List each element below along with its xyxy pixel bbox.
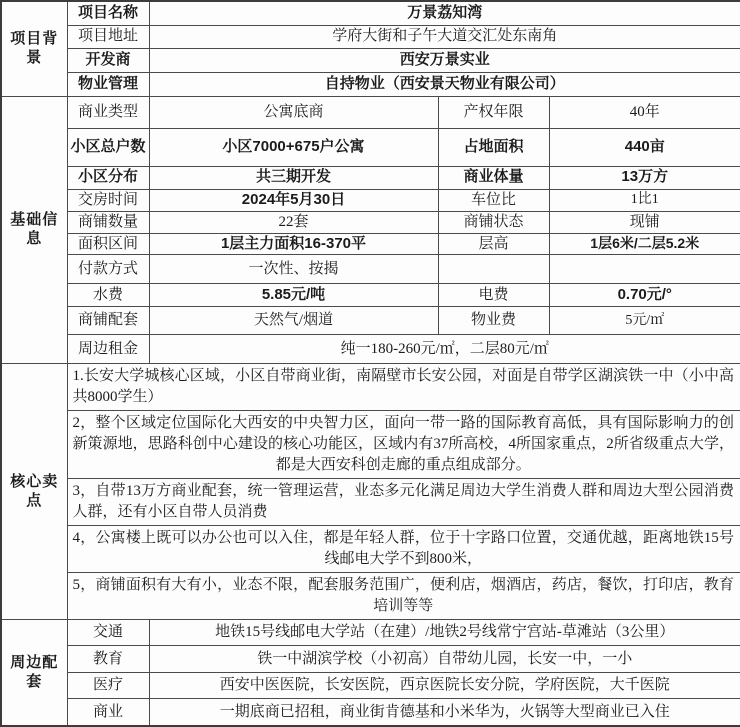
field-value: 小区7000+675户公寓 <box>149 128 438 166</box>
field-label: 产权年限 <box>438 96 549 128</box>
field-label: 项目地址 <box>67 25 149 48</box>
field-value: 0.70元/° <box>549 284 740 307</box>
field-value: 13万方 <box>549 166 740 189</box>
table-row <box>1 307 740 335</box>
field-value: 5.85元/吨 <box>149 284 438 307</box>
selling-point-3: 3，自带13万方商业配套，统一管理运营，业态多元化满足周边大学生消费人群和周边大型公园消费人群，还有小区自带人员消费 <box>67 479 740 526</box>
table-row <box>1 211 740 233</box>
field-label: 占地面积 <box>438 128 549 166</box>
field-label: 物业管理 <box>67 72 149 96</box>
field-value: 铁一中湖滨学校（小初高）自带幼儿园，长安一中，一小 <box>149 646 740 673</box>
section-label-background: 项目背景 <box>1 1 67 96</box>
field-label: 教育 <box>67 646 149 673</box>
field-value: 2024年5月30日 <box>149 189 438 211</box>
field-label: 层高 <box>438 233 549 255</box>
field-label: 物业费 <box>438 307 549 335</box>
table-row <box>1 284 740 307</box>
section-label-selling-points: 核心卖点 <box>1 364 67 620</box>
table-row <box>1 699 740 726</box>
field-value: 学府大街和子午大道交汇处东南角 <box>149 25 740 48</box>
table-row <box>1 166 740 189</box>
field-value: 天然气/烟道 <box>149 307 438 335</box>
field-value: 现铺 <box>549 211 740 233</box>
field-label: 项目名称 <box>67 1 149 25</box>
field-value: 万景荔知湾 <box>149 1 740 25</box>
table-row <box>1 189 740 211</box>
table-row <box>1 573 740 620</box>
field-label: 商铺数量 <box>67 211 149 233</box>
selling-point-2: 2，整个区域定位国际化大西安的中央智力区，面向一带一路的国际教育高低，具有国际影响力的创新策源地，思路科创中心建设的核心功能区，区域内有37所高校，4所国家重点，2所省级重点大学，都是大西安科创走廊的重点组成部分。 <box>67 411 740 479</box>
field-value <box>549 255 740 284</box>
field-label: 医疗 <box>67 673 149 699</box>
selling-point-5: 5，商铺面积有大有小，业态不限，配套服务范围广，便利店，烟酒店，药店，餐饮，打印店，教育培训等等 <box>67 573 740 620</box>
field-value: 一次性、按揭 <box>149 255 438 284</box>
field-label: 商业类型 <box>67 96 149 128</box>
field-value: 22套 <box>149 211 438 233</box>
field-label: 小区总户数 <box>67 128 149 166</box>
table-row <box>1 646 740 673</box>
field-label: 交房时间 <box>67 189 149 211</box>
field-value: 440亩 <box>549 128 740 166</box>
field-value: 自持物业（西安景天物业有限公司） <box>149 72 740 96</box>
selling-point-4: 4，公寓楼上既可以办公也可以入住，都是年轻人群，位于十字路口位置，交通优越，距离地铁15号线邮电大学不到800米， <box>67 526 740 573</box>
field-label: 付款方式 <box>67 255 149 284</box>
table-row <box>1 1 740 25</box>
field-label: 商铺配套 <box>67 307 149 335</box>
field-value: 公寓底商 <box>149 96 438 128</box>
table-row <box>1 96 740 128</box>
table-row <box>1 128 740 166</box>
table-row <box>1 72 740 96</box>
field-value: 西安万景实业 <box>149 48 740 72</box>
section-label-basic: 基础信息 <box>1 96 67 364</box>
field-label: 开发商 <box>67 48 149 72</box>
table-row <box>1 335 740 364</box>
field-value: 西安中医医院，长安医院，西京医院长安分院，学府医院，大千医院 <box>149 673 740 699</box>
table-row <box>1 411 740 479</box>
field-label: 商业体量 <box>438 166 549 189</box>
table-row <box>1 364 740 411</box>
field-value: 纯一180-260元/㎡，二层80元/㎡ <box>149 335 740 364</box>
field-value: 40年 <box>549 96 740 128</box>
selling-point-1: 1.长安大学城核心区域，小区自带商业街，南隔壁市长安公园，对面是自带学区湖滨铁一中（小中高共8000学生） <box>67 364 740 411</box>
table-row <box>1 673 740 699</box>
field-value: 1比1 <box>549 189 740 211</box>
table-row <box>1 233 740 255</box>
field-label: 交通 <box>67 620 149 646</box>
field-value: 5元/㎡ <box>549 307 740 335</box>
table-row <box>1 526 740 573</box>
table-row <box>1 620 740 646</box>
field-label: 商业 <box>67 699 149 726</box>
field-value: 一期底商已招租，商业街肯德基和小米华为，火锅等大型商业已入住 <box>149 699 740 726</box>
table-row <box>1 48 740 72</box>
table-row <box>1 25 740 48</box>
field-label: 水费 <box>67 284 149 307</box>
field-label: 车位比 <box>438 189 549 211</box>
table-row <box>1 479 740 526</box>
field-label: 面积区间 <box>67 233 149 255</box>
field-value: 1层主力面积16-370平 <box>149 233 438 255</box>
field-label: 电费 <box>438 284 549 307</box>
table-row <box>1 255 740 284</box>
field-label <box>438 255 549 284</box>
field-value: 共三期开发 <box>149 166 438 189</box>
field-value: 1层6米/二层5.2米 <box>549 233 740 255</box>
field-label: 商铺状态 <box>438 211 549 233</box>
field-label: 周边租金 <box>67 335 149 364</box>
field-label: 小区分布 <box>67 166 149 189</box>
section-label-surroundings: 周边配套 <box>1 620 67 726</box>
field-value: 地铁15号线邮电大学站（在建）/地铁2号线常宁宫站-草滩站（3公里） <box>149 620 740 646</box>
